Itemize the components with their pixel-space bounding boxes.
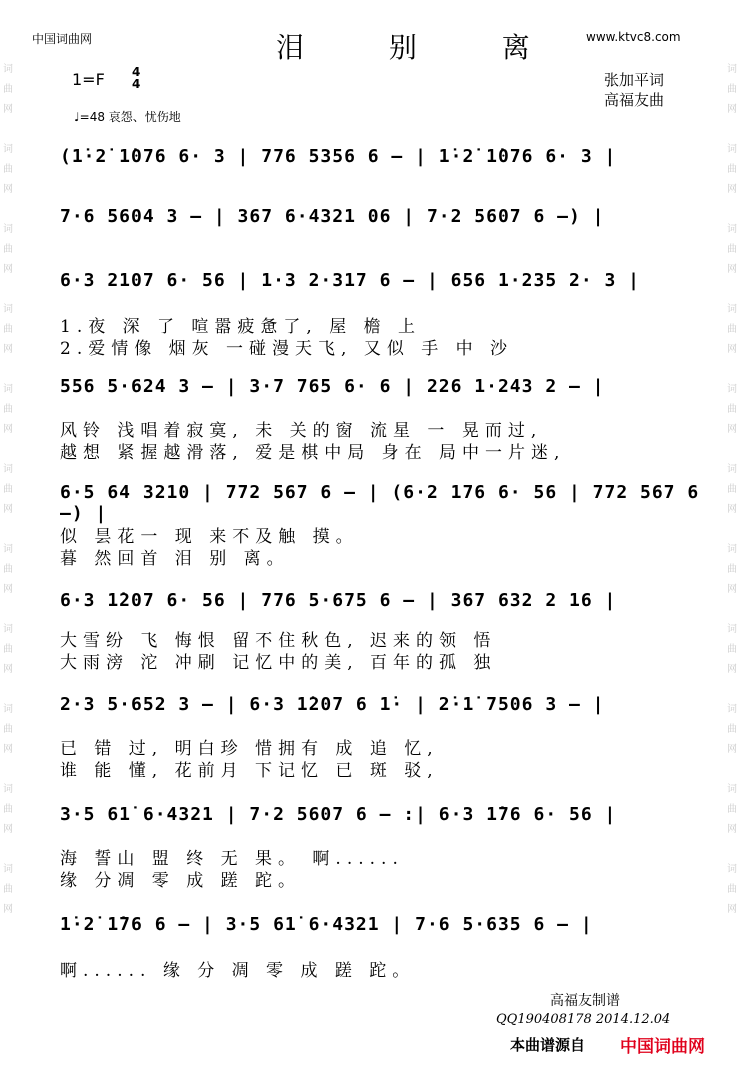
lyrics-verse-2: 2.爱情像 烟灰 一碰漫天飞, 又似 手 中 沙 [60,339,514,359]
notation-line: 6·3 2107 6· 56 | 1·3 2·317 6 – | 656 1·235 2· 3 | [60,270,641,291]
transcriber-credit: 高福友制谱 [550,993,620,1009]
lyrics-verse-1: 大雪纷 飞 悔恨 留不住秋色, 迟来的领 悟 [60,631,497,651]
watermark-right: 词 曲 网 词 曲 网 词 曲 网 词 曲 网 词 曲 网 词 曲 网 词 曲 网 词 曲 网 词 曲 网 词 曲 网 词 曲 网 [727,64,737,915]
lyrics-verse-2: 大雨滂 沱 冲刷 记忆中的美, 百年的孤 独 [60,653,497,673]
site-name-left: 中国词曲网 [32,32,93,46]
composer-credit: 高福友曲 [604,91,665,109]
notation-line: 556 5·624 3 – | 3·7 765 6· 6 | 226 1·243 2 – | [60,376,605,397]
meter-bottom: 4 [132,77,141,91]
lyrics-verse-1: 风铃 浅唱着寂寞, 未 关的窗 流星 一 晃而过, [60,421,543,441]
lyricist-credit: 张加平词 [604,71,665,89]
notation-line: 2·3 5·652 3 – | 6·3 1̇207 6 1̇· | 2̇·1̇ 7506 3 – | [60,694,605,715]
lyrics-verse-1: 海 誓山 盟 终 无 果。 啊...... [60,849,404,869]
notation-line: 1̇·2̇ 1̇76 6 – | 3·5 61̇ 6·4321 | 7·6 5·635 6 – | [60,914,593,935]
watermark-left: 词 曲 网 词 曲 网 词 曲 网 词 曲 网 词 曲 网 词 曲 网 词 曲 网 词 曲 网 词 曲 网 词 曲 网 词 曲 网 [3,64,13,915]
lyrics-verse-2: 越想 紧握越滑落, 爱是棋中局 身在 局中一片迷, [60,443,566,463]
source-site-link[interactable]: 中国词曲网 [620,1037,705,1057]
lyrics-verse-1: 已 错 过, 明白珍 惜拥有 成 追 忆, [60,739,439,759]
lyrics-verse-1: 似 昙花一 现 来不及触 摸。 [60,527,359,547]
tempo-marking: ♩=48 哀怨、忧伤地 [74,110,181,124]
lyrics-verse-2: 暮 然回首 泪 别 离。 [60,549,290,569]
meter-top: 4 [132,65,141,79]
lyrics-verse-2: 缘 分凋 零 成 蹉 跎。 [60,871,302,891]
notation-line: 3·5 61̇ 6·4321 | 7·2 5607 6 – :| 6·3 1̇76 6· 56 | [60,804,617,825]
contact-date: QQ190408178 2014.12.04 [496,1012,671,1027]
credits [604,70,664,110]
lyrics-verse-1: 1.夜 深 了 喧嚣疲惫了, 屋 檐 上 [60,317,422,337]
lyrics-verse-2: 谁 能 懂, 花前月 下记忆 已 斑 驳, [60,761,439,781]
key-signature: 1=F [72,70,105,89]
lyrics-verse-1: 啊...... 缘 分 凋 零 成 蹉 跎。 [60,961,416,981]
notation-line: 6·3 1̇207 6· 56 | 776 5·675 6 – | 367 632 2 16 | [60,590,617,611]
time-signature [132,66,140,90]
site-url-right: www.ktvc8.com [586,30,681,44]
notation-line: 6·5 64 3210 | 772 567 6 – | (6·2 176 6· 56 | 772 567 6 –) | [60,482,700,524]
source-label: 本曲谱源自 [510,1036,586,1054]
song-title: 泪 别 离 [276,31,568,64]
notation-line: 7·6 5604 3 – | 367 6·4321 06 | 7·2 5607 6 –) | [60,206,605,227]
notation-line: (1̇·2̇ 1̇076 6· 3 | 776 5356 6 – | 1̇·2̇ 1̇076 6· 3 | [60,146,617,167]
